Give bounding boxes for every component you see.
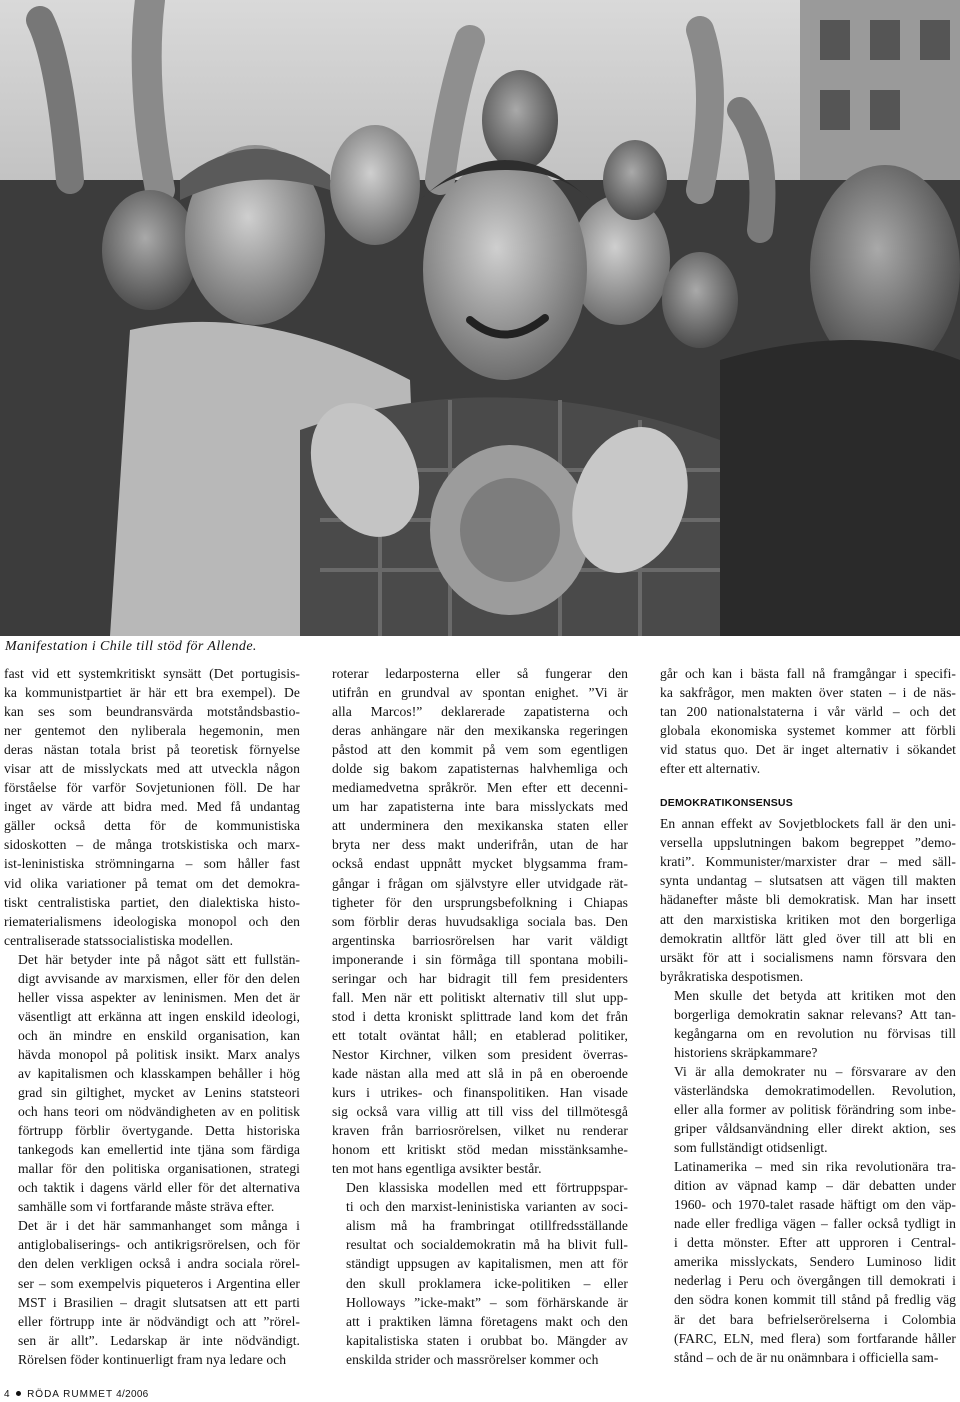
text-line: ti och den marxist-leninistiska varianten av soci-: [346, 1199, 628, 1215]
magazine-name: RÖDA RUMMET: [27, 1389, 114, 1400]
paragraph: [660, 814, 956, 985]
text-line: att i praktiken lämna företagens makt och den: [346, 1313, 628, 1329]
text-line: heller vissa aspekter av leninismen. Men det är: [18, 989, 300, 1005]
text-line: visar att de misslyckats med att utveckla någon: [4, 761, 300, 777]
text-line: seringar och har bidragit till fem presidenters: [332, 970, 628, 986]
paragraph: [660, 986, 956, 1062]
text-line: sidoskotten – de många trotskistiska och marx-: [4, 837, 300, 853]
text-line: hädanefter måste bli demokratisk. Man har insett: [660, 892, 956, 908]
text-line: Det är i det här sammanhanget som många i: [18, 1218, 300, 1234]
text-line: eller alla former av politisk förändring som inbe-: [674, 1101, 956, 1117]
text-line: (FARC, ELN, med flera) som fortfarande håller: [674, 1330, 956, 1346]
text-line: dolde sig bakom zapatisternas halvhemliga och: [332, 761, 628, 777]
text-line: honom ett kritiskt stöd medan misstänksamhe-: [332, 1142, 628, 1158]
text-line: griper våldsanvändning eller direkt aktion, ses: [674, 1121, 956, 1137]
text-line: bryta ner dess makt underifrån, utan de har: [332, 837, 628, 853]
text-column-2: [332, 664, 628, 1369]
text-line: förståelse för varför Sovjetunionen föll. De har: [4, 780, 300, 796]
text-line: MST i Brasilien – dragit slutsatsen att ett parti: [18, 1294, 300, 1310]
text-line: stånd – och de är nu onämnbara i officiella sam-: [674, 1349, 939, 1365]
text-line: sen är allt”. Ledarskap är inte nödvändigt.: [18, 1332, 300, 1348]
text-line: Den klassiska modellen med ett förtruppspar-: [346, 1180, 628, 1196]
text-line: digt avvisande av marxismen, eller för den delen: [18, 970, 300, 986]
text-line: synta undantag – slutsatsen att vägen till makten: [660, 873, 956, 889]
text-line: vid olika variationer på temat om det demokra-: [4, 875, 300, 891]
text-column-3: [660, 664, 956, 1367]
text-line: går och kan i bästa fall nå framgångar i specifi-: [660, 666, 956, 681]
text-line: historiens skräpkammare?: [674, 1044, 818, 1060]
text-line: gäller också detta för de kommunistiska: [4, 818, 300, 834]
text-line: av kapitalismen och klasskampen behåller i hög: [18, 1065, 300, 1081]
text-line: som fullständigt otidsenligt.: [674, 1140, 828, 1156]
text-line: att den marxistiska kritiken mot den borgerliga: [660, 911, 956, 927]
paragraph: [332, 1178, 628, 1368]
text-line: och än mindre en enskild organisation, kan: [18, 1027, 300, 1043]
text-line: ser – som exempelvis piqueteros i Argentina eller: [18, 1275, 300, 1291]
text-line: 1960- och 1970-talet rasade häftigt om den väp-: [674, 1197, 956, 1213]
text-line: deras nästan totala brist på teoretisk förnyelse: [4, 742, 300, 758]
text-line: grad sin giltighet, mycket av Lenins statsteori: [18, 1085, 300, 1101]
text-line: ständigt uppsugen av kapitalismen, men att för: [346, 1256, 628, 1272]
text-line: sig också vara villig att till viss del tillmötesgå: [332, 1104, 628, 1120]
photo-caption: Manifestation i Chile till stöd för Allende.: [5, 639, 257, 654]
bullet-icon: [16, 1391, 21, 1396]
crowd-photo: [0, 0, 960, 636]
text-line: roterar ledarposterna eller så fungerar den: [332, 666, 628, 681]
text-line: fall. Men när ett politiskt alternativ till slut upp-: [332, 989, 628, 1005]
text-line: kan ses som beundransvärda motståndsbastio-: [4, 704, 300, 720]
text-line: ten mot hans egentliga avsikter består.: [332, 1161, 542, 1177]
text-line: antiglobaliserings- och antikrigsrörelsen, och för: [18, 1237, 300, 1253]
issue-number: 4/2006: [116, 1389, 149, 1400]
text-line: riematerialismens ideologiska monopol och den: [4, 913, 300, 929]
text-line: kurs i utrikes- och finanspolitiken. Han visade: [332, 1085, 628, 1101]
text-line: att underminera den mexikanska staten eller: [332, 818, 628, 834]
text-line: krati”. Kommunister/marxister drar – med säll-: [660, 854, 956, 870]
text-line: mediamedvetna språkrör. Men efter ett decenni-: [332, 780, 628, 796]
text-line: um har zapatisterna inte bara misslyckats med: [332, 799, 628, 815]
text-line: och hans teori om nödvändigheten av en politisk: [18, 1104, 300, 1120]
text-line: versella uppslutningen bakom begreppet ”demo-: [660, 835, 956, 851]
text-line: tan 200 nationalstaterna i vår värld – och det: [660, 704, 956, 720]
text-line: alla Marcos!” deklarerade zapatisterna och: [332, 704, 628, 720]
text-line: kapitalistiska staten i orubbat bo. Mängder av: [346, 1332, 628, 1348]
paragraph: [4, 950, 300, 1217]
text-line: resultat och socialdemokratin må ha blivit full-: [346, 1237, 628, 1253]
text-line: alism må ha frambringat otillfredsställande: [346, 1218, 628, 1234]
text-line: i detta mönster. Efter att upproren i Central-: [674, 1235, 956, 1251]
text-line: enskilda strider och massrörelser kommer och: [346, 1351, 599, 1367]
text-line: globala ekonomiska systemet kommer att förbli: [660, 723, 956, 739]
text-line: utifrån en grundval av spontan enighet. ”Vi är: [332, 685, 628, 701]
page-number: 4: [4, 1389, 10, 1400]
text-line: kegångarna om en revolution nu förvisas till: [674, 1025, 956, 1041]
text-line: är det bara befrielserörelserna i Colombia: [674, 1311, 956, 1327]
text-line: demokratin alltför lätt gled över till att bli en: [660, 930, 956, 946]
paragraph: [660, 1157, 956, 1367]
paragraph: [660, 1062, 956, 1157]
section-heading: DEMOKRATIKONSENSUS: [660, 797, 793, 810]
text-line: förtrupp förblir övertygande. Detta historiska: [18, 1123, 300, 1139]
text-line: byråkratiska despotismen.: [660, 968, 804, 984]
text-line: En annan effekt av Sovjetblockets fall är den uni-: [660, 816, 956, 832]
text-line: vid status quo. Det är inget alternativ i sökandet: [660, 742, 956, 758]
text-line: hävda monopol på politisk insikt. Marx analys: [18, 1046, 300, 1062]
text-line: Latinamerika – med sin rika revolutionära tra-: [674, 1159, 956, 1175]
text-line: argentinska barriosrörelsen har varit väldigt: [332, 932, 628, 948]
text-line: ka kommunistpartiet är här ett bra exempel). De: [4, 685, 300, 701]
text-line: fast vid ett systemkritiskt synsätt (Det portugisis-: [4, 666, 300, 681]
text-line: nade eller fredliga vägen – faller också tydligt in: [674, 1216, 956, 1232]
text-line: och taktik i dagens värld eller för det alternativa: [18, 1180, 300, 1196]
text-line: ner gentemot den nyliberala hegemonin, men: [4, 723, 300, 739]
text-line: dition av väpnad kamp – där debatten under: [674, 1178, 956, 1194]
text-line: mallar för den politiska organisationen, strategi: [18, 1161, 300, 1177]
text-line: ursäkt för att i socialismens namn försvara den: [660, 949, 956, 965]
text-line: ka sakfrågor, men makten över staten – i de näs-: [660, 685, 956, 701]
text-line: imponerande i sin förmåga till spontana mobili-: [332, 951, 628, 967]
text-line: som förblir deras huvudsakliga sociala bas. Den: [332, 913, 628, 929]
text-line: Men skulle det betyda att kritiken mot den: [674, 987, 956, 1003]
text-line: den skull proklamera icke-politiken – eller: [346, 1275, 628, 1291]
text-line: ist-leninistiska strömningarna – som håller fast: [4, 856, 300, 872]
paragraph: [4, 664, 300, 950]
text-line: Det här betyder inte på något sätt ett fullstän-: [18, 951, 300, 967]
text-line: tiskt centralistiska partiet, den dialektiska histo-: [4, 894, 300, 910]
text-line: tigheter för den ursprungsbefolkning i Chiapas: [332, 894, 628, 910]
page-footer: [4, 1389, 149, 1401]
text-line: den delen verkligen också i andra sociala rörel-: [18, 1256, 300, 1272]
paragraph: [660, 664, 956, 778]
text-line: borgerliga demokratin saknar relevans? Att tan-: [674, 1006, 956, 1022]
text-line: inget av värde att bidra med. Med få undantag: [4, 799, 300, 815]
text-line: påstod att den kommit på vem som egentligen: [332, 742, 628, 758]
text-line: Rörelsen föder kontinuerligt fram nya ledare och: [18, 1351, 287, 1367]
text-line: västerländska demokratimodellen. Revolution,: [674, 1082, 956, 1098]
text-line: stod i detta kroniskt splittrade land kom det från: [332, 1008, 628, 1024]
text-line: väsentligt att erkänna att ingen enskild ideologi,: [18, 1008, 300, 1024]
paragraph: [4, 1216, 300, 1368]
text-line: eller förtrupp inte är nödvändigt och att ”rörel-: [18, 1313, 300, 1329]
text-column-1: [4, 664, 300, 1369]
text-line: Nestor Kirchner, vilken som president överras-: [332, 1046, 628, 1062]
text-line: Holloways ”icke-makt” – som förhärskande är: [346, 1294, 628, 1310]
text-line: kraven från barriosrörelsen, vilket nu renderar: [332, 1123, 628, 1139]
text-line: deras anhängare när den mexikanska regeringen: [332, 723, 628, 739]
text-line: samhälle som vi fortfarande måste sträva efter.: [18, 1199, 275, 1215]
text-line: centraliserade statssocialistiska modellen.: [4, 932, 234, 948]
text-line: Vi är alla demokrater nu – försvarare av den: [674, 1063, 956, 1079]
text-line: den södra konen kommit till stånd på fredlig väg: [674, 1292, 956, 1308]
paragraph: [332, 664, 628, 1178]
text-line: amerika misslyckats, Sendero Luminoso lidit: [674, 1254, 956, 1270]
text-line: efter ett alternativ.: [660, 761, 761, 777]
text-line: kade nästan alla med att slå in på en oberoende: [332, 1065, 628, 1081]
text-line: gångar i frågan om självstyre eller utvidgade rät-: [332, 875, 628, 891]
crowd-photo-illustration: [0, 0, 960, 636]
text-line: nederlag i Peru och övergången till demokrati i: [674, 1273, 956, 1289]
text-line: också endast uppnått mycket blygsamma fram-: [332, 856, 628, 872]
text-line: tankegods kan emellertid inte tjäna som färdiga: [18, 1142, 300, 1158]
text-line: ett totalt oväntat håll; en etablerad politiker,: [332, 1027, 628, 1043]
